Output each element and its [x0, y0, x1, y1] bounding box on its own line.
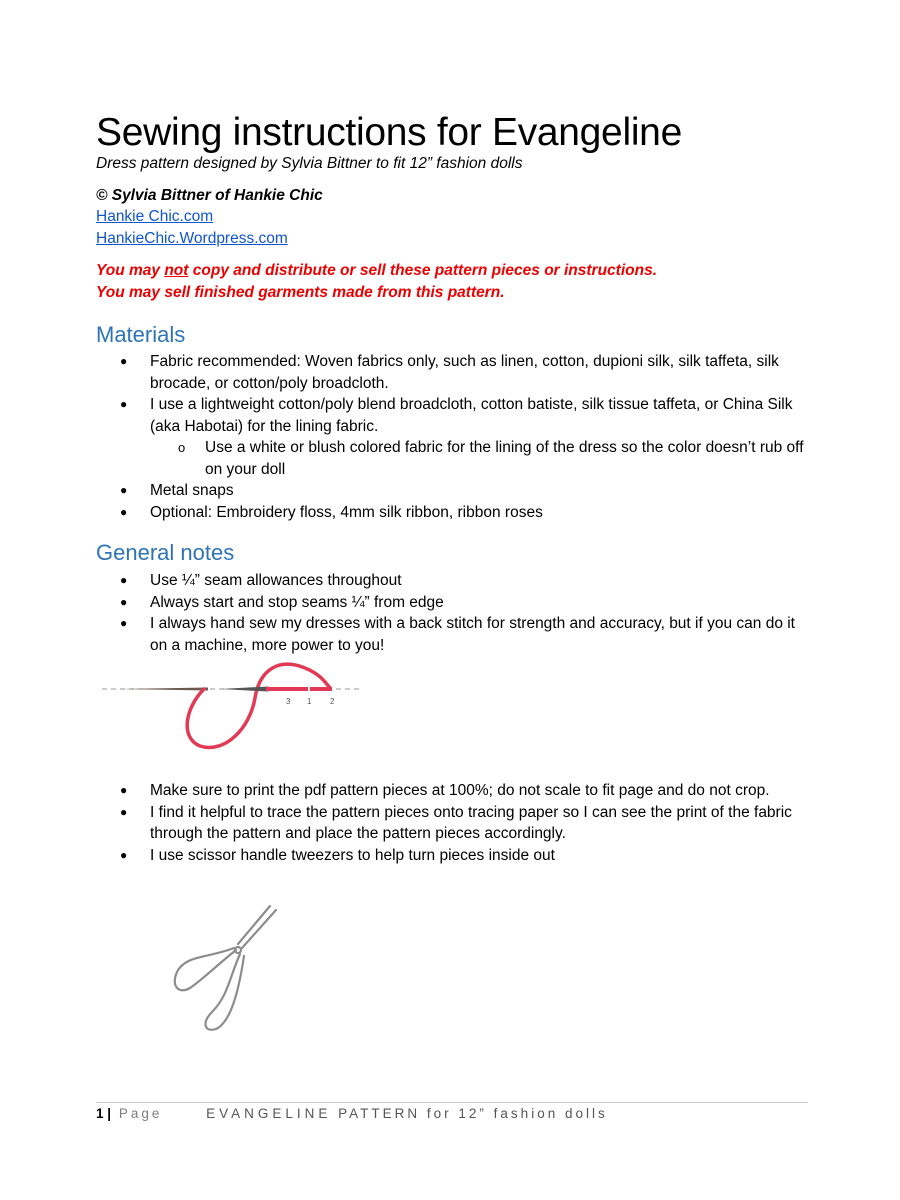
list-item: ● Optional: Embroidery floss, 4mm silk ribbon, ribbon roses — [96, 502, 808, 524]
back-stitch-illustration — [100, 658, 370, 758]
copyright-line: © Sylvia Bittner of Hankie Chic — [96, 187, 323, 204]
page-label: Page — [118, 1106, 163, 1121]
stitch-label: 1 — [307, 697, 312, 706]
page-number: 1 — [96, 1106, 104, 1121]
page-title: Sewing instructions for Evangeline — [96, 111, 682, 154]
page-subtitle: Dress pattern designed by Sylvia Bittner to fit 12” fashion dolls — [96, 155, 523, 172]
list-item: ● Make sure to print the pdf pattern pieces at 100%; do not scale to fit page and do not crop. — [96, 780, 808, 802]
general-notes-list — [96, 570, 808, 656]
circle-bullet-icon: o — [178, 440, 186, 455]
list-item: ● I find it helpful to trace the pattern pieces onto tracing paper so I can see the print of the fabric through the pattern and place the pattern pieces accordingly. — [120, 803, 792, 842]
general-notes-list-continued — [96, 780, 808, 866]
warning-emphasis: not — [164, 262, 189, 279]
stitch-label: 3 — [286, 697, 291, 706]
materials-heading: Materials — [96, 322, 186, 347]
materials-list — [96, 351, 808, 523]
tweezers-illustration — [168, 900, 288, 1040]
bullet-icon: ● — [120, 804, 128, 819]
list-item: ● I use scissor handle tweezers to help turn pieces inside out — [96, 845, 808, 867]
link-wordpress[interactable]: HankieChic.Wordpress.com — [96, 230, 288, 247]
page-footer: 1 | Page EVANGELINE PATTERN for 12” fashion dolls — [96, 1106, 608, 1121]
bullet-icon: ● — [120, 483, 128, 497]
bullet-icon: ● — [120, 594, 128, 609]
bullet-icon: ● — [120, 397, 128, 411]
footer-divider — [96, 1102, 808, 1103]
list-item: ● Metal snaps — [96, 480, 808, 502]
link-hankie-chic[interactable]: Hankie Chic.com — [96, 208, 214, 225]
bullet-icon: ● — [120, 573, 128, 587]
warning-line-1: You may not copy and distribute or sell these pattern pieces or instructions. — [96, 262, 658, 279]
warning-line-2: You may sell finished garments made from this pattern. — [96, 284, 505, 301]
bullet-icon: ● — [120, 354, 128, 368]
needle-front-icon — [220, 687, 272, 692]
footer-doc-title: EVANGELINE PATTERN for 12” fashion dolls — [206, 1106, 608, 1121]
bullet-icon: ● — [120, 504, 128, 519]
bullet-icon: ● — [120, 783, 128, 797]
bullet-icon: ● — [120, 616, 128, 630]
list-item: ● Fabric recommended: Woven fabrics only, such as linen, cotton, dupioni silk, silk taffeta, silk brocade, or cotton/poly broadcloth. — [120, 353, 779, 392]
stitch-label: 2 — [330, 697, 335, 706]
list-item-sub: o Use a white or blush colored fabric for the lining of the dress so the color doesn’t rub off on your doll — [178, 439, 804, 478]
bullet-icon: ● — [120, 847, 128, 862]
needle-back-icon — [118, 688, 208, 691]
list-item: ● I always hand sew my dresses with a back stitch for strength and accuracy, but if you can do it on a machine, more power to you! — [120, 615, 795, 654]
general-notes-heading: General notes — [96, 540, 235, 565]
tweezers-icon — [175, 906, 276, 1030]
list-item: ● Always start and stop seams ¼” from edge — [96, 592, 808, 614]
list-item: ● Use ¼” seam allowances throughout — [96, 570, 808, 592]
list-item: ● I use a lightweight cotton/poly blend broadcloth, cotton batiste, silk tissue taffeta, or China Silk (aka Habotai) for the lining fabric. — [120, 396, 793, 435]
